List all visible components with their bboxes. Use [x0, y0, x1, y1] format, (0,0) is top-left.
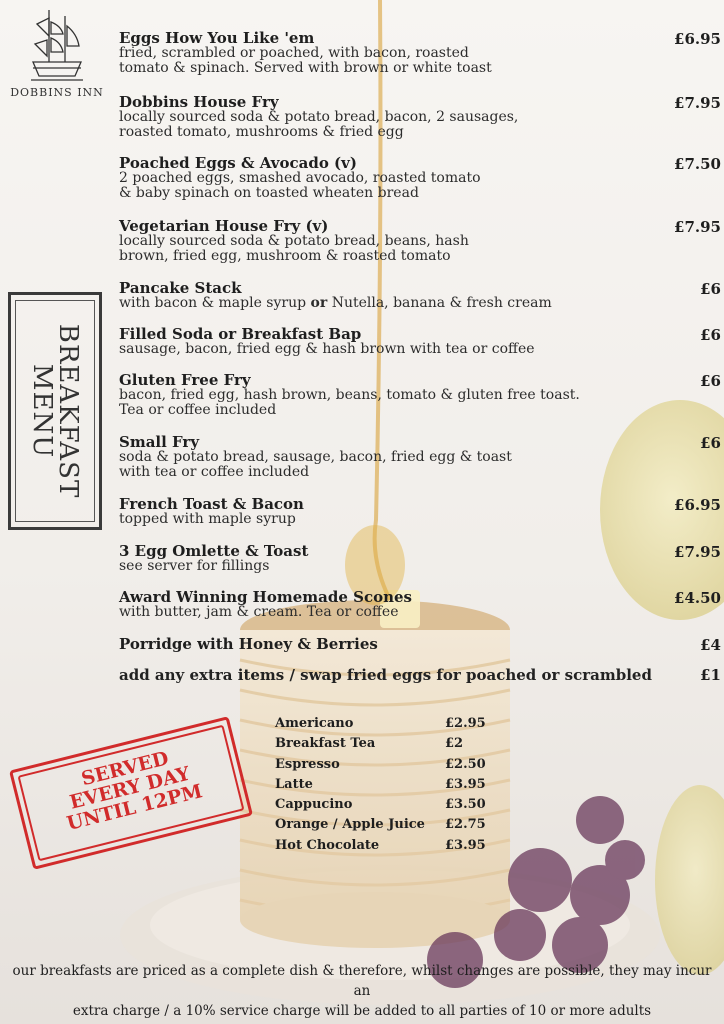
menu-item	[119, 94, 721, 140]
drink-item	[275, 736, 490, 756]
drink-price: £3.50	[445, 797, 486, 813]
menu-item-description-or: or	[310, 295, 328, 311]
drink-name: Breakfast Tea	[275, 736, 376, 752]
drink-price: £2	[445, 736, 464, 752]
drink-price: £2.75	[445, 817, 486, 833]
extras-note-label: add any extra items / swap fried eggs for poached or scrambled	[119, 666, 652, 684]
extras-note-price: £1	[700, 666, 721, 684]
menu-item-name: Dobbins House Fry	[119, 93, 279, 111]
drink-name: Cappucino	[275, 797, 353, 813]
breakfast-menu-title: BREAKFAST MENU	[27, 323, 83, 499]
drink-price: £2.95	[445, 716, 486, 731]
drinks-list	[275, 716, 490, 858]
menu-item-price: £6	[700, 280, 721, 298]
menu-item	[119, 280, 721, 311]
menu-item-description: see server for fillings	[119, 558, 270, 574]
sailing-ship-icon	[27, 4, 87, 84]
menu-item-description: with butter, jam & cream. Tea or coffee	[119, 604, 399, 620]
menu-item-name: Poached Eggs & Avocado (v)	[119, 154, 357, 172]
drink-name: Latte	[275, 776, 313, 792]
menu-item-name: Filled Soda or Breakfast Bap	[119, 325, 362, 343]
stamp-text: SERVED EVERY DAY UNTIL 12PM	[64, 747, 205, 836]
menu-item-price: £4	[700, 636, 721, 654]
drink-name: Orange / Apple Juice	[275, 817, 425, 833]
menu-item	[119, 326, 721, 357]
drink-name: Espresso	[275, 756, 340, 772]
menu-item-name: Eggs How You Like 'em	[119, 29, 315, 47]
drink-price: £3.95	[445, 776, 486, 792]
drink-name: Hot Chocolate	[275, 837, 380, 853]
menu-item-description: locally sourced soda & potato bread, beans, hash brown, fried egg, mushroom & roasted tomato	[119, 233, 469, 264]
menu-item-description: 2 poached eggs, smashed avocado, roasted tomato & baby spinach on toasted wheaten bread	[119, 170, 481, 201]
menu-item-name: 3 Egg Omlette & Toast	[119, 542, 309, 560]
breakfast-menu-badge	[8, 292, 102, 530]
menu-item-price: £7.95	[674, 94, 721, 112]
menu-item	[119, 589, 721, 620]
menu-item-price: £7.95	[674, 543, 721, 561]
drink-item	[275, 716, 490, 736]
drink-price: £2.50	[445, 756, 486, 772]
menu-item-price: £6.95	[674, 496, 721, 514]
drink-name: Americano	[275, 716, 354, 731]
drink-item	[275, 838, 490, 858]
menu-item-name: Small Fry	[119, 433, 200, 451]
menu-item-description: bacon, fried egg, hash brown, beans, tomato & gluten free toast. Tea or coffee included	[119, 387, 580, 418]
brand-name: DOBBINS INN	[10, 86, 104, 99]
menu-item-description: fried, scrambled or poached, with bacon, roasted tomato & spinach. Served with brown or white toast	[119, 45, 492, 76]
extras-note	[119, 666, 721, 684]
menu-item	[119, 372, 721, 418]
drink-price: £3.95	[445, 837, 486, 853]
menu-item	[119, 496, 721, 527]
menu-item-price: £6	[700, 434, 721, 452]
menu-item	[119, 30, 721, 76]
menu-item-name: Vegetarian House Fry (v)	[119, 217, 329, 235]
menu-item-name: Award Winning Homemade Scones	[119, 588, 412, 606]
menu-item-name: Gluten Free Fry	[119, 371, 251, 389]
menu-item	[119, 636, 721, 652]
drink-item	[275, 817, 490, 837]
menu-item-description: sausage, bacon, fried egg & hash brown with tea or coffee	[119, 341, 535, 357]
menu-item-price: £4.50	[674, 589, 721, 607]
menu-item-description: locally sourced soda & potato bread, bacon, 2 sausages, roasted tomato, mushrooms & fried egg	[119, 109, 519, 140]
menu-item-description-part: Nutella, banana & fresh cream	[327, 295, 552, 311]
menu-item	[119, 155, 721, 201]
menu-item-description	[119, 296, 721, 311]
drink-item	[275, 757, 490, 777]
drink-item	[275, 797, 490, 817]
menu-item-name: Porridge with Honey & Berries	[119, 635, 378, 653]
menu-item-price: £7.50	[674, 155, 721, 173]
menu-item-price: £6	[700, 372, 721, 390]
menu-item-description-part: with bacon & maple syrup	[119, 295, 311, 311]
menu-item-description: topped with maple syrup	[119, 511, 296, 527]
menu-item	[119, 434, 721, 480]
menu-item-description: soda & potato bread, sausage, bacon, fried egg & toast with tea or coffee included	[119, 449, 512, 480]
drink-item	[275, 777, 490, 797]
menu-item-price: £6.95	[674, 30, 721, 48]
menu-item-name: French Toast & Bacon	[119, 495, 304, 513]
menu-item	[119, 218, 721, 264]
menu-item-price: £6	[700, 326, 721, 344]
menu-item-price: £7.95	[674, 218, 721, 236]
footer-note: our breakfasts are priced as a complete dish & therefore, whilst changes are possible, they may incur an extra charge / a 10% service charge will be added to all parties of 10 or more adults	[12, 963, 712, 1019]
menu-item	[119, 543, 721, 574]
menu-item-name: Pancake Stack	[119, 279, 242, 297]
dobbins-inn-logo	[2, 4, 112, 99]
